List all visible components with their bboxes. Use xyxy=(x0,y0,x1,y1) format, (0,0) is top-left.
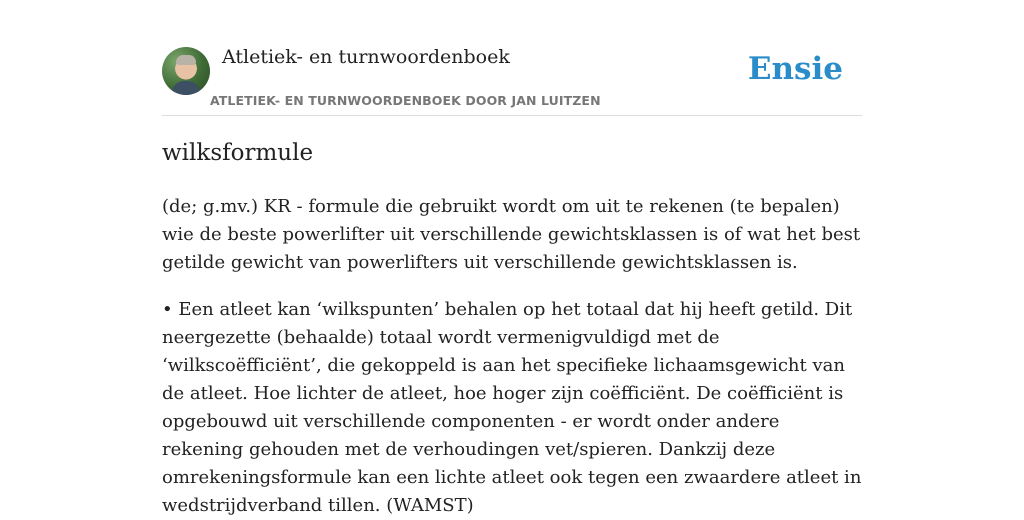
headword: wilksformule xyxy=(162,140,314,166)
avatar-hair xyxy=(176,55,196,65)
header xyxy=(162,0,862,116)
avatar-shirt xyxy=(172,81,200,95)
brand-logo[interactable]: Ensie xyxy=(747,51,843,87)
definition-text: (de; g.mv.) KR - formule die gebruikt wordt om uit te rekenen (te bepalen) wie de beste powerlifter uit verschillende gewichtsklassen is of wat het best getilde gewicht van powerlifters uit verschillende gewichtsklassen is. xyxy=(162,196,861,273)
author-byline[interactable]: ATLETIEK- EN TURNWOORDENBOEK DOOR JAN LUITZEN xyxy=(210,93,601,108)
author-avatar[interactable] xyxy=(162,47,210,95)
example-text: • Een atleet kan ‘wilkspunten’ behalen op het totaal dat hij heeft getild. Dit neergezette (behaalde) totaal wordt vermenigvuldigd met de ‘wilkscoëfficiënt’, die gekoppeld is aan het specifieke lichaamsgewicht van de atleet. Hoe lichter de atleet, hoe hoger zijn coëfficiënt. De coëfficiënt is opgebouwd uit verschillende componenten - er wordt onder andere rekening gehouden met de verhoudingen vet/spieren. Dankzij deze omrekeningsformule kan een lichte atleet ook tegen een zwaardere atleet in wedstrijdverband tillen. (WAMST) xyxy=(162,299,862,516)
book-title[interactable]: Atletiek- en turnwoordenboek xyxy=(222,46,510,68)
page xyxy=(162,0,862,516)
